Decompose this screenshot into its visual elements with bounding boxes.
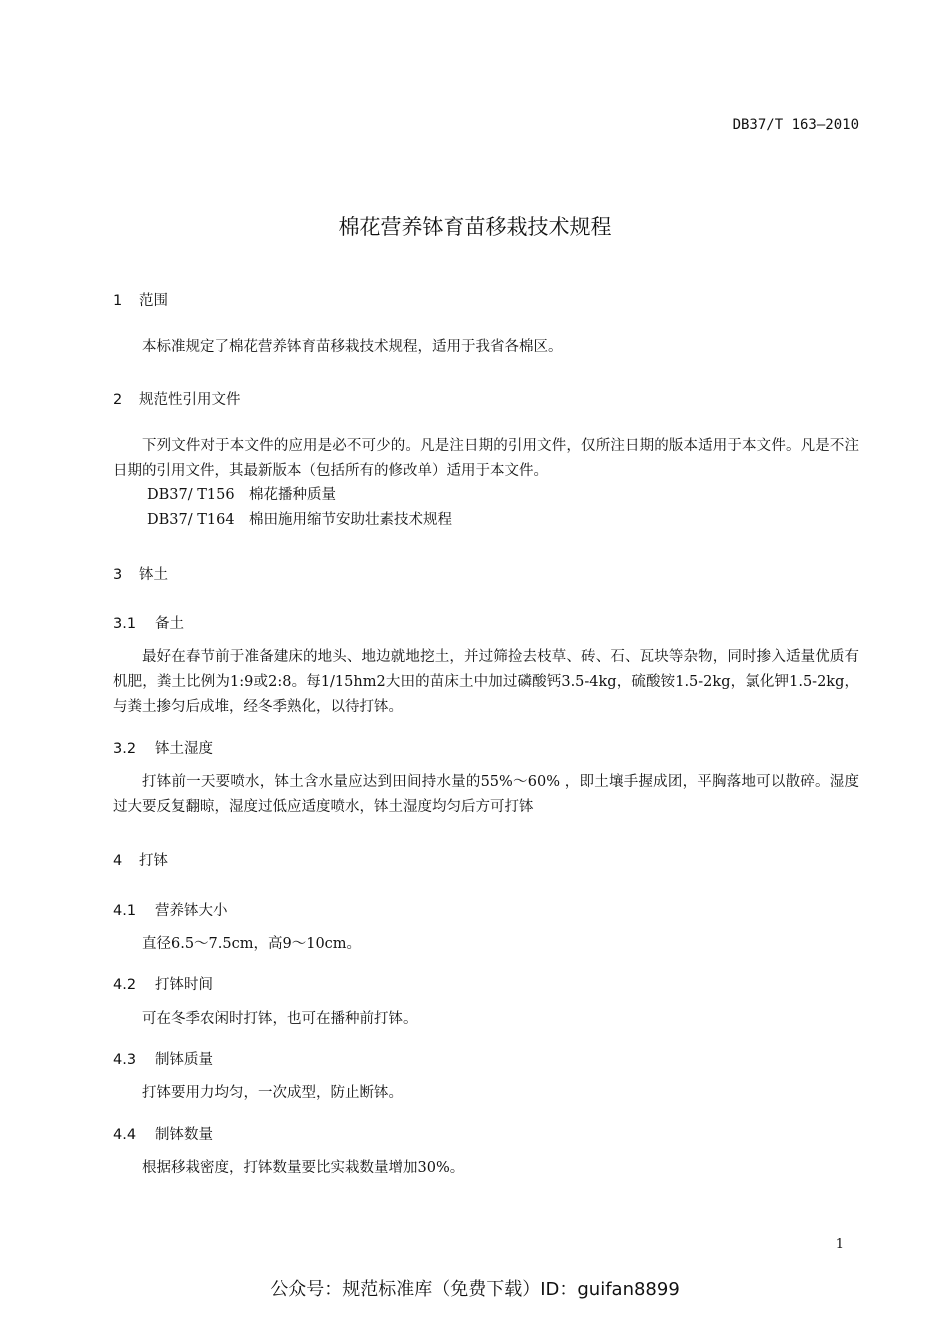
subsection-3-1-paragraph: 最好在春节前于准备建床的地头、地边就地挖土，并过筛捡去枝草、砖、石、瓦块等杂物，同时掺入适量优质有机肥，粪土比例为1:9或2:8。每1/15hm2大田的苗床土中加过磷酸钙3.5-4kg，硫酸铵1.5-2kg，氯化钾1.5-2kg，与粪土掺匀后成堆，经冬季熟化，以待打钵。 bbox=[113, 649, 859, 715]
subsection-number: 4.1 bbox=[113, 903, 137, 919]
subsection-4-4-heading bbox=[113, 1123, 213, 1144]
subsection-3-2-heading bbox=[113, 737, 213, 758]
section-number: 1 bbox=[113, 293, 123, 309]
reference-code: DB37/ T164 bbox=[147, 512, 235, 528]
subsection-4-1-heading bbox=[113, 899, 228, 920]
subsection-4-3-paragraph: 打钵要用力均匀，一次成型，防止断钵。 bbox=[142, 1085, 403, 1101]
footer-watermark: 公众号：规范标准库（免费下载）ID：guifan8899 bbox=[270, 1279, 680, 1300]
section-4-heading bbox=[113, 849, 168, 870]
subsection-number: 4.2 bbox=[113, 977, 137, 993]
section-title: 钵土 bbox=[139, 567, 168, 583]
document-title: 棉花营养钵育苗移栽技术规程 bbox=[338, 215, 612, 239]
section-1-paragraph: 本标准规定了棉花营养钵育苗移栽技术规程，适用于我省各棉区。 bbox=[142, 339, 563, 355]
subsection-4-2-heading bbox=[113, 973, 213, 994]
section-3-heading bbox=[113, 563, 168, 584]
subsection-number: 3.2 bbox=[113, 741, 137, 757]
section-title: 范围 bbox=[139, 293, 168, 309]
subsection-title: 钵土湿度 bbox=[155, 741, 213, 757]
section-number: 4 bbox=[113, 853, 123, 869]
subsection-title: 备土 bbox=[155, 616, 184, 632]
subsection-4-3-heading bbox=[113, 1048, 213, 1069]
section-title: 规范性引用文件 bbox=[139, 392, 241, 408]
section-1-heading bbox=[113, 289, 168, 310]
document-id: DB37/T 163—2010 bbox=[732, 117, 859, 133]
subsection-title: 营养钵大小 bbox=[155, 903, 228, 919]
reference-item bbox=[147, 508, 452, 533]
subsection-4-4-paragraph: 根据移栽密度，打钵数量要比实栽数量增加30%。 bbox=[142, 1160, 465, 1176]
reference-item bbox=[147, 483, 336, 508]
section-number: 2 bbox=[113, 392, 123, 408]
subsection-number: 4.4 bbox=[113, 1127, 137, 1143]
page-number: 1 bbox=[835, 1237, 844, 1252]
subsection-title: 打钵时间 bbox=[155, 977, 213, 993]
subsection-3-1-heading bbox=[113, 612, 184, 633]
subsection-title: 制钵质量 bbox=[155, 1052, 213, 1068]
subsection-title: 制钵数量 bbox=[155, 1127, 213, 1143]
subsection-4-1-paragraph: 直径6.5～7.5cm，高9～10cm。 bbox=[142, 936, 362, 952]
subsection-number: 3.1 bbox=[113, 616, 137, 632]
reference-code: DB37/ T156 bbox=[147, 487, 235, 503]
section-2-heading bbox=[113, 388, 241, 409]
reference-title: 棉田施用缩节安助壮素技术规程 bbox=[249, 512, 452, 528]
subsection-3-2-paragraph: 打钵前一天要喷水，钵土含水量应达到田间持水量的55%～60% ，即土壤手握成团，平胸落地可以散碎。湿度过大要反复翻晾，湿度过低应适度喷水，钵土湿度均匀后方可打钵 bbox=[113, 774, 859, 815]
reference-title: 棉花播种质量 bbox=[249, 487, 336, 503]
subsection-number: 4.3 bbox=[113, 1052, 137, 1068]
section-title: 打钵 bbox=[139, 853, 168, 869]
section-number: 3 bbox=[113, 567, 123, 583]
section-2-paragraph: 下列文件对于本文件的应用是必不可少的。凡是注日期的引用文件，仅所注日期的版本适用于本文件。凡是不注日期的引用文件，其最新版本（包括所有的修改单）适用于本文件。 bbox=[113, 438, 859, 479]
subsection-4-2-paragraph: 可在冬季农闲时打钵，也可在播种前打钵。 bbox=[142, 1011, 418, 1027]
